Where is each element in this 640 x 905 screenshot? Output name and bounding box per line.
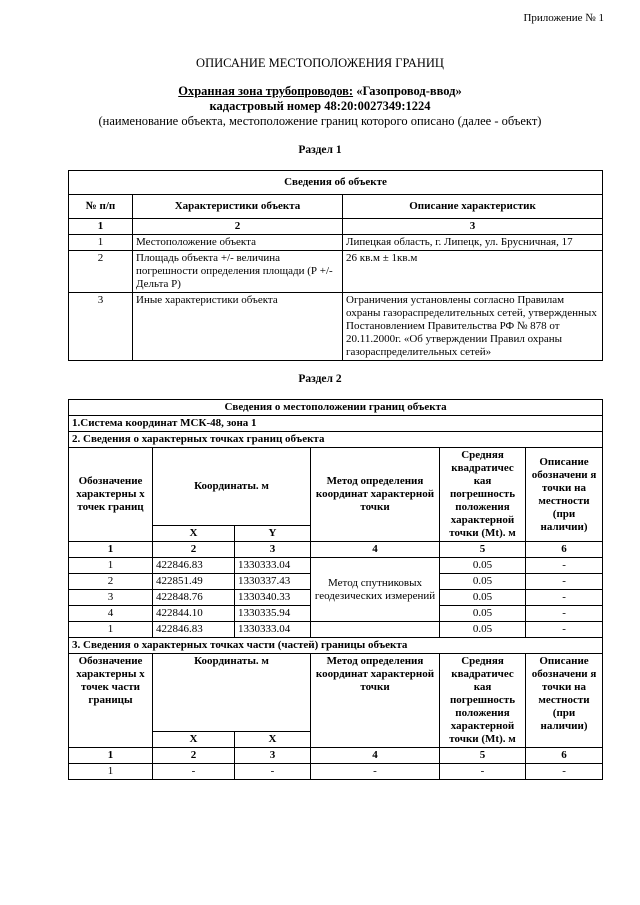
point-mt: 0.05 (440, 590, 526, 606)
section1-title: Раздел 1 (298, 144, 342, 156)
col-num: 5 (440, 542, 526, 558)
point-x: 422848.76 (153, 590, 235, 606)
point-x: 422851.49 (153, 574, 235, 590)
object-note: (наименование объекта, местоположение границ которого описано (далее - объект) (98, 114, 542, 128)
table-row (69, 622, 603, 638)
row-description: Липецкая область, г. Липецк, ул. Брусничная, 17 (343, 235, 603, 251)
point-mt: 0.05 (440, 574, 526, 590)
col-num: 2 (153, 542, 235, 558)
col-num: 2 (133, 219, 343, 235)
point-desc: - (526, 606, 603, 622)
table-row (69, 764, 603, 780)
header3-coords: Координаты. м (153, 654, 311, 732)
point-x: 422846.83 (153, 622, 235, 638)
table-row (69, 558, 603, 574)
point-desc: - (526, 558, 603, 574)
point-y: 1330333.04 (235, 622, 311, 638)
row-description: Ограничения установлены согласно Правилам охраны газораспределительных сетей, утвержденных Постановлением Правительства РФ № 878 от 20.11.2000г. «Об утверждении Правил охраны газораспределительных сетей» (343, 293, 603, 361)
point-desc: - (526, 622, 603, 638)
col-num: 3 (235, 748, 311, 764)
boundary-table (68, 399, 603, 780)
col-num: 6 (526, 542, 603, 558)
point-num: 4 (69, 606, 153, 622)
cadastral-number: кадастровый номер 48:20:0027349:1224 (209, 99, 431, 113)
header-num: № п/п (69, 195, 133, 219)
point-y: 1330340.33 (235, 590, 311, 606)
header3-y: X (235, 732, 311, 748)
header3-x: X (153, 732, 235, 748)
part-num: 1 (69, 764, 153, 780)
col-num: 3 (235, 542, 311, 558)
appendix-label: Приложение № 1 (523, 12, 604, 24)
point-num: 1 (69, 558, 153, 574)
boundary-table-title: Сведения о местоположении границ объекта (69, 400, 603, 416)
object-info-title: Сведения об объекте (69, 171, 603, 195)
col-num: 5 (440, 748, 526, 764)
header3-method: Метод определения координат характерной точки (311, 654, 440, 748)
header-coords: Координаты. м (153, 448, 311, 526)
col-num: 1 (69, 542, 153, 558)
header-desc: Описание обозначени я точки на местности (при наличии) (526, 448, 603, 542)
header-x: X (153, 526, 235, 542)
col-num: 1 (69, 748, 153, 764)
part-mt: - (440, 764, 526, 780)
col-num: 4 (311, 748, 440, 764)
row-num: 2 (69, 251, 133, 293)
point-num: 3 (69, 590, 153, 606)
header-mt: Средняя квадратичес кая погрешность положения характерной точки (Mt). м (440, 448, 526, 542)
header3-point: Обозначение характерны х точек части границы (69, 654, 153, 748)
object-name: «Газопровод-ввод» (353, 84, 462, 98)
coord-system: 1.Система координат МСК-48, зона 1 (69, 416, 603, 432)
header-point: Обозначение характерны х точек границ (69, 448, 153, 542)
table-row (69, 251, 603, 293)
point-y: 1330333.04 (235, 558, 311, 574)
object-info-table (68, 170, 603, 361)
point-x: 422844.10 (153, 606, 235, 622)
col-num: 1 (69, 219, 133, 235)
document-title: ОПИСАНИЕ МЕСТОПОЛОЖЕНИЯ ГРАНИЦ (196, 56, 444, 70)
object-header (0, 84, 640, 129)
point-num: 1 (69, 622, 153, 638)
row-characteristic: Площадь объекта +/- величина погрешности определения площади (Р +/- Дельта Р) (133, 251, 343, 293)
section2-title: Раздел 2 (298, 373, 342, 385)
sub3-title: 3. Сведения о характерных точках части (частей) границы объекта (69, 638, 603, 654)
row-description: 26 кв.м ± 1кв.м (343, 251, 603, 293)
col-num: 3 (343, 219, 603, 235)
method-cell: Метод спутниковых геодезических измерений (311, 558, 440, 622)
header3-desc: Описание обозначени я точки на местности (при наличии) (526, 654, 603, 748)
col-num: 4 (311, 542, 440, 558)
point-y: 1330335.94 (235, 606, 311, 622)
method-empty-cell (311, 622, 440, 638)
table-row (69, 235, 603, 251)
point-desc: - (526, 574, 603, 590)
row-num: 3 (69, 293, 133, 361)
point-num: 2 (69, 574, 153, 590)
point-mt: 0.05 (440, 558, 526, 574)
point-mt: 0.05 (440, 622, 526, 638)
row-num: 1 (69, 235, 133, 251)
object-label: Охранная зона трубопроводов: (178, 84, 354, 98)
header-y: Y (235, 526, 311, 542)
point-x: 422846.83 (153, 558, 235, 574)
table-row (69, 293, 603, 361)
part-method: - (311, 764, 440, 780)
point-y: 1330337.43 (235, 574, 311, 590)
col-num: 6 (526, 748, 603, 764)
header-description: Описание характеристик (343, 195, 603, 219)
col-num: 2 (153, 748, 235, 764)
header3-mt: Средняя квадратичес кая погрешность положения характерной точки (Mt). м (440, 654, 526, 748)
sub2-title: 2. Сведения о характерных точках границ объекта (69, 432, 603, 448)
header-method: Метод определения координат характерной точки (311, 448, 440, 542)
part-desc: - (526, 764, 603, 780)
row-characteristic: Местоположение объекта (133, 235, 343, 251)
part-x: - (153, 764, 235, 780)
header-characteristic: Характеристики объекта (133, 195, 343, 219)
point-mt: 0.05 (440, 606, 526, 622)
part-y: - (235, 764, 311, 780)
point-desc: - (526, 590, 603, 606)
row-characteristic: Иные характеристики объекта (133, 293, 343, 361)
